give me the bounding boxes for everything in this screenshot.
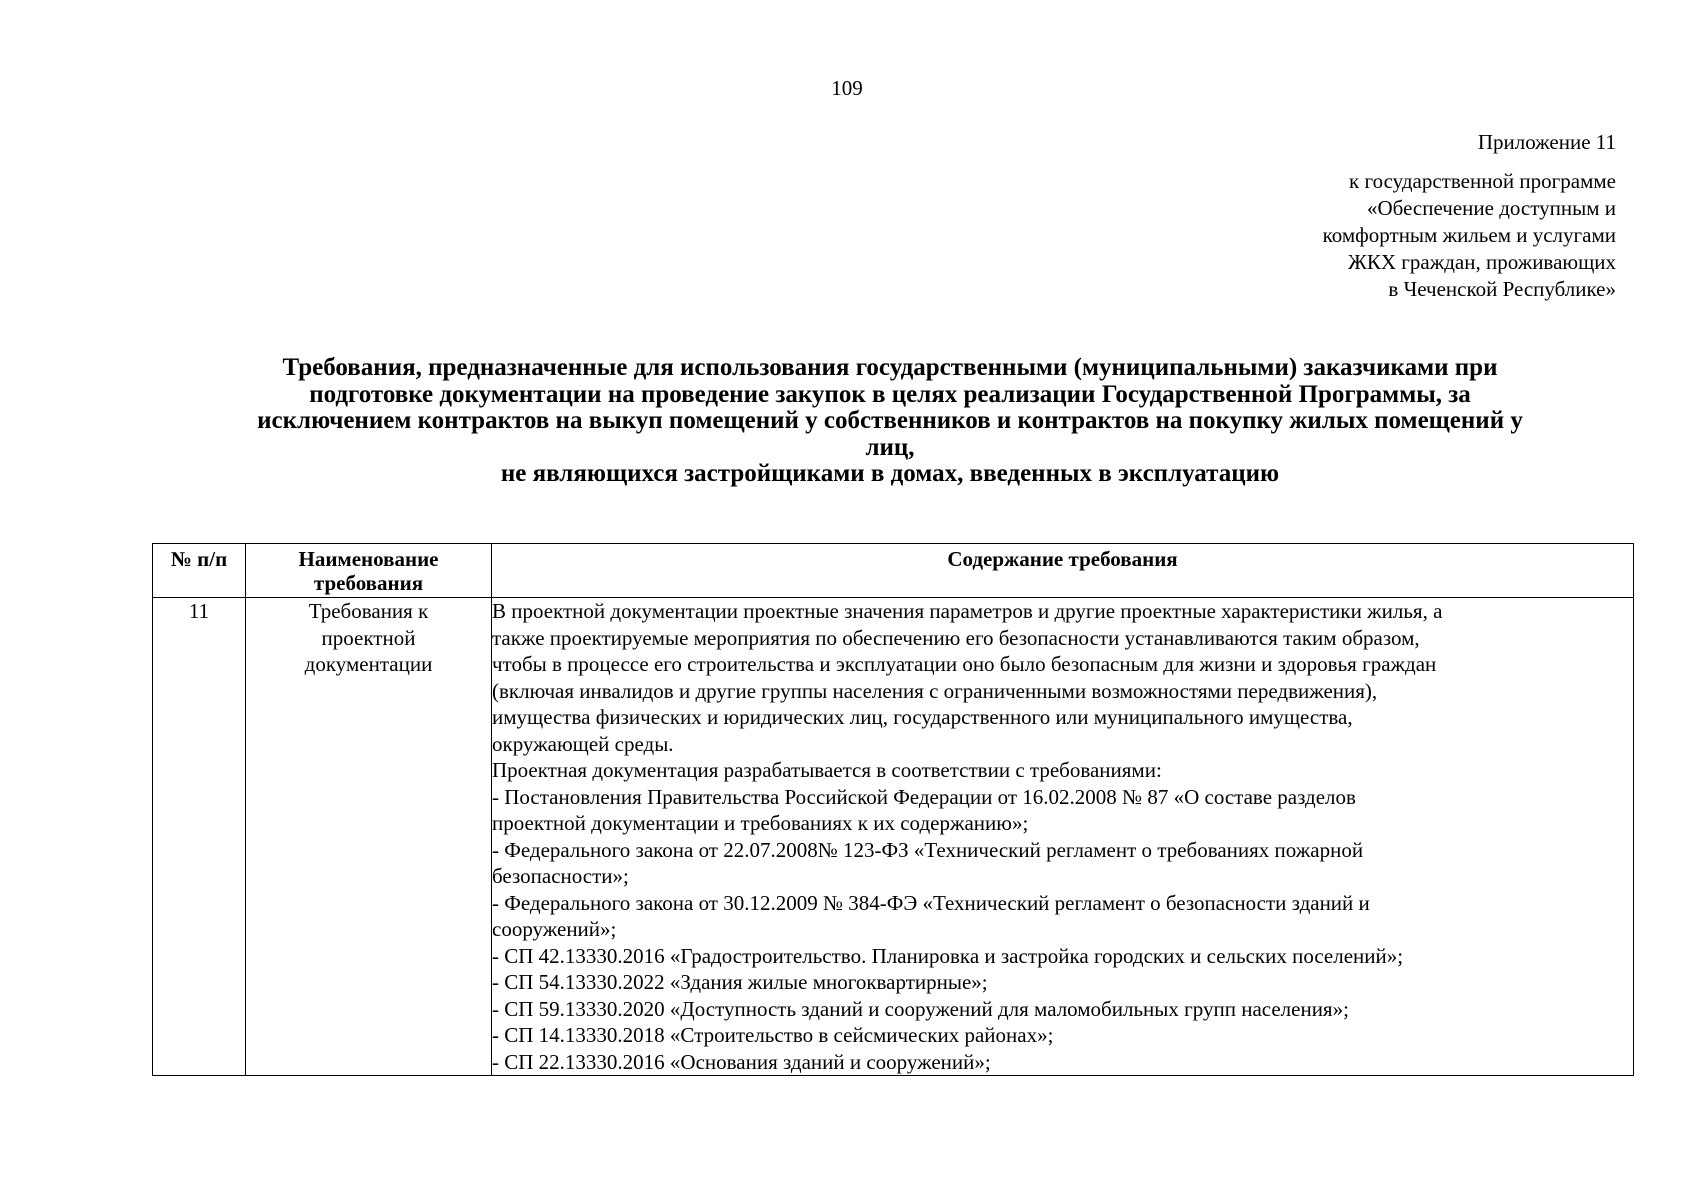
header-num: № п/п	[153, 544, 246, 598]
content-line: В проектной документации проектные значения параметров и другие проектные характеристики жилья, а	[492, 599, 1443, 623]
document-title-line: подготовке документации на проведение закупок в целях реализации Государственной Программы, за	[309, 380, 1471, 408]
cell-name	[246, 598, 492, 1076]
cell-name-line: проектной	[321, 625, 416, 650]
appendix-label: Приложение 11	[1477, 130, 1616, 154]
appendix-reference-line: комфортным жильем и услугами	[1322, 223, 1616, 247]
content-line: сооружений»;	[492, 917, 617, 941]
appendix-reference-line: «Обеспечение доступным и	[1367, 196, 1616, 220]
cell-num: 11	[153, 598, 246, 1076]
content-line: также проектируемые мероприятия по обеспечению его безопасности устанавливаются таким образом,	[492, 625, 1420, 650]
appendix-reference-line: к государственной программе	[1349, 169, 1616, 193]
content-line: Проектная документация разрабатывается в соответствии с требованиями:	[492, 758, 1162, 782]
content-line: - СП 22.13330.2016 «Основания зданий и сооружений»;	[492, 1049, 991, 1074]
header-name	[246, 544, 492, 598]
header-name-line: Наименование	[298, 547, 439, 571]
page-number: 109	[831, 76, 863, 100]
document-title-line: лиц,	[865, 433, 915, 461]
table-row	[153, 598, 1634, 1076]
content-line: - Федерального закона от 22.07.2008№ 123-ФЗ «Технический регламент о требованиях пожарной	[492, 837, 1364, 862]
content-line: - Федерального закона от 30.12.2009 № 384-ФЭ «Технический регламент о безопасности зданий и	[492, 890, 1370, 915]
content-line: окружающей среды.	[492, 731, 674, 756]
appendix-reference	[1323, 168, 1616, 303]
header-name-line: требования	[313, 571, 424, 595]
content-line: чтобы в процессе его строительства и эксплуатации оно было безопасным для жизни и здоровья граждан	[492, 652, 1437, 676]
content-line: - СП 42.13330.2016 «Градостроительство. Планировка и застройка городских и сельских поселений»;	[492, 943, 1404, 968]
table-header-row	[153, 544, 1634, 598]
content-line: - СП 14.13330.2018 «Строительство в сейсмических районах»;	[492, 1023, 1054, 1047]
header-content: Содержание требования	[492, 544, 1634, 598]
content-line: безопасности»;	[492, 864, 629, 888]
cell-content	[492, 598, 1634, 1076]
document-title-line: исключением контрактов на выкуп помещений у собственников и контрактов на покупку жилых помещений у	[257, 407, 1523, 434]
cell-name-line: Требования к	[308, 599, 429, 623]
content-line: имущества физических и юридических лиц, государственного или муниципального имущества,	[492, 705, 1353, 729]
document-title	[150, 355, 1630, 488]
document-title-line: Требования, предназначенные для использования государственными (муниципальными) заказчиками при	[282, 354, 1498, 381]
appendix-reference-line: в Чеченской Республике»	[1388, 277, 1616, 301]
content-line: - Постановления Правительства Российской Федерации от 16.02.2008 № 87 «О составе разделов	[492, 784, 1356, 809]
content-line: - СП 59.13330.2020 «Доступность зданий и сооружений для маломобильных групп населения»;	[492, 996, 1349, 1021]
content-line: (включая инвалидов и другие группы населения с ограниченными возможностями передвижения),	[492, 678, 1378, 703]
requirements-table	[152, 543, 1634, 1076]
appendix-reference-line: ЖКХ граждан, проживающих	[1348, 250, 1616, 274]
content-line: - СП 54.13330.2022 «Здания жилые многоквартирные»;	[492, 970, 988, 994]
document-title-line: не являющихся застройщиками в домах, введенных в эксплуатацию	[500, 460, 1280, 487]
content-line: проектной документации и требованиях к их содержанию»;	[492, 811, 1029, 835]
cell-name-line: документации	[304, 652, 433, 676]
